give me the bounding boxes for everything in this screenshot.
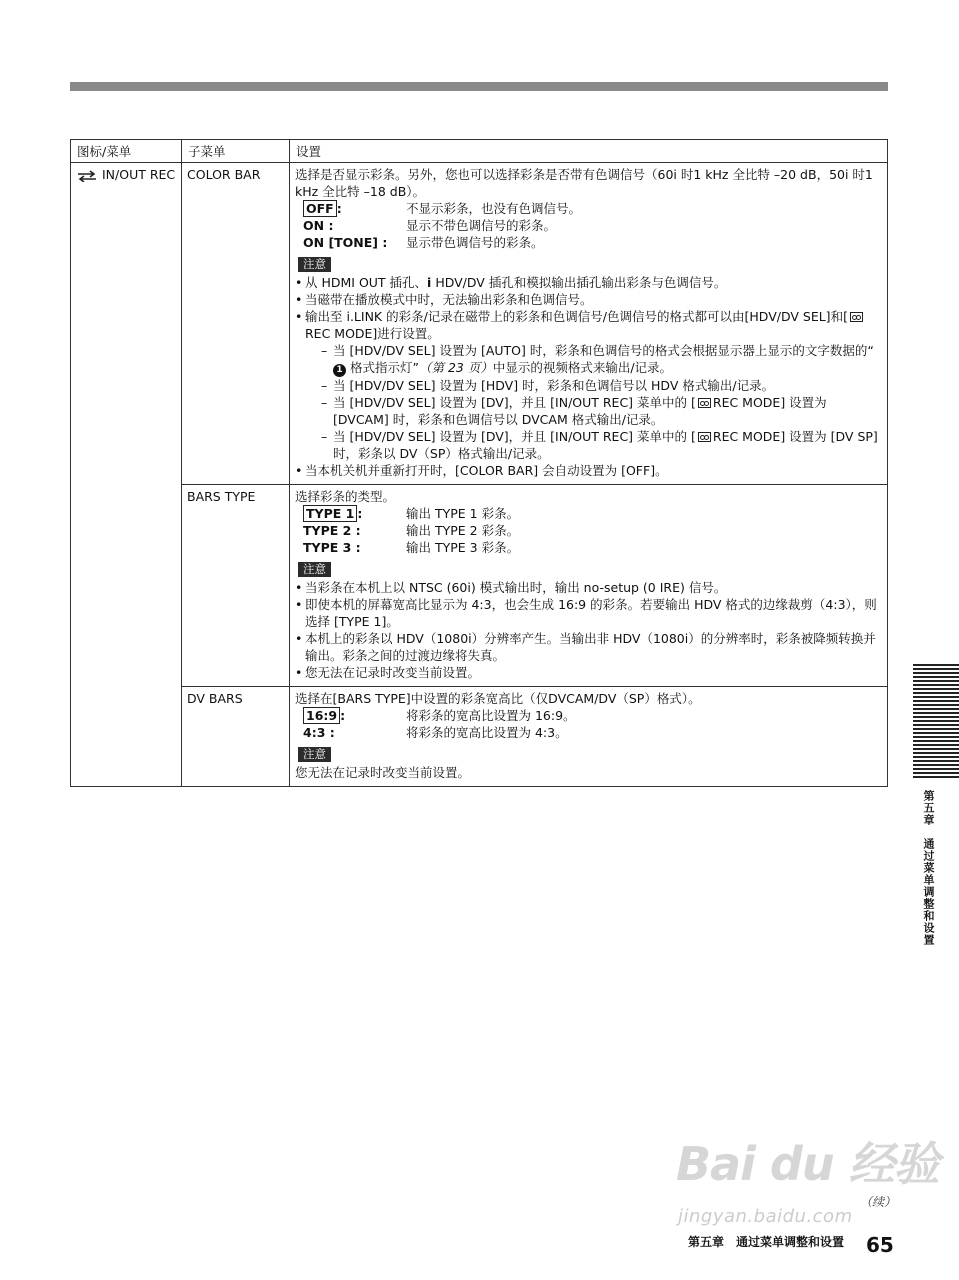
header-submenu: 子菜单 bbox=[182, 140, 290, 163]
option-row bbox=[295, 539, 883, 556]
list-item: • 即使本机的屏幕宽高比显示为 4:3，也会生成 16:9 的彩条。若要输出 HDV 格式的边缘裁剪（4:3），则选择 [TYPE 1]。 bbox=[295, 596, 883, 630]
top-rule bbox=[70, 82, 888, 91]
menu-cell-empty bbox=[71, 485, 182, 687]
settings-dv-bars bbox=[290, 687, 888, 787]
list-item: • 当彩条在本机上以 NTSC (60i) 模式输出时，输出 no-setup (0 IRE) 信号。 bbox=[295, 579, 883, 596]
dv-bars-desc: 选择在[BARS TYPE]中设置的彩条宽高比（仅DVCAM/DV（SP）格式）。 bbox=[295, 691, 701, 706]
option-text: 将彩条的宽高比设置为 16:9。 bbox=[406, 708, 576, 723]
option-text: 输出 TYPE 2 彩条。 bbox=[406, 523, 520, 538]
option-key: ON : bbox=[303, 218, 334, 233]
table-header-row bbox=[71, 140, 888, 163]
menu-cell-empty bbox=[71, 687, 182, 787]
watermark-logo: Bai du 经验 bbox=[676, 1137, 939, 1191]
menu-name: IN/OUT REC bbox=[102, 167, 176, 182]
number-badge: 1 bbox=[333, 364, 346, 377]
menu-settings-table bbox=[70, 139, 888, 787]
note-label: 注意 bbox=[298, 747, 331, 762]
note-label: 注意 bbox=[298, 562, 331, 577]
chapter-side-label: 第五章 通过菜单调整和设置 bbox=[922, 790, 935, 946]
in-out-arrows-icon bbox=[76, 169, 98, 186]
list-item: – 当 [HDV/DV SEL] 设置为 [AUTO] 时，彩条和色调信号的格式会根据显示器上显示的文字数据的“1 格式指示灯”（第 23 页）中显示的视频格式来输出/记录。 bbox=[321, 342, 883, 377]
i-link-icon: ⅰ bbox=[427, 275, 432, 290]
option-key: OFF : bbox=[295, 200, 406, 217]
list-item: – 当 [HDV/DV SEL] 设置为 [DV]，并且 [IN/OUT REC] 菜单中的 [ REC MODE] 设置为 [DV SP] 时，彩条以 DV（SP）格式输出/记录。 bbox=[321, 428, 883, 462]
settings-bars-type bbox=[290, 485, 888, 687]
option-text: 显示不带色调信号的彩条。 bbox=[406, 218, 557, 233]
dv-bars-note: 您无法在记录时改变当前设置。 bbox=[295, 765, 471, 780]
list-item: • 您无法在记录时改变当前设置。 bbox=[295, 664, 883, 681]
option-row bbox=[295, 522, 883, 539]
list-item: • 当本机关机并重新打开时，[COLOR BAR] 会自动设置为 [OFF]。 bbox=[295, 462, 883, 479]
option-key: TYPE 3 : bbox=[303, 540, 361, 555]
submenu-color-bar: COLOR BAR bbox=[182, 163, 290, 485]
tape-icon bbox=[850, 312, 863, 322]
list-item: – 当 [HDV/DV SEL] 设置为 [DV]，并且 [IN/OUT REC] 菜单中的 [ REC MODE] 设置为 [DVCAM] 时，彩条和色调信号以 DVCAM 格式输出/记录。 bbox=[321, 394, 883, 428]
submenu-bars-type: BARS TYPE bbox=[182, 485, 290, 687]
note-label: 注意 bbox=[298, 257, 331, 272]
option-text: 将彩条的宽高比设置为 4:3。 bbox=[406, 725, 568, 740]
option-text: 不显示彩条，也没有色调信号。 bbox=[406, 201, 582, 216]
list-item: – 当 [HDV/DV SEL] 设置为 [HDV] 时，彩条和色调信号以 HDV 格式输出/记录。 bbox=[321, 377, 883, 394]
footer-chapter: 第五章 bbox=[688, 1235, 725, 1249]
settings-color-bar bbox=[290, 163, 888, 485]
list-item: • 从 HDMI OUT 插孔、ⅰ HDV/DV 插孔和模拟输出插孔输出彩条与色调信号。 bbox=[295, 274, 883, 291]
submenu-dv-bars: DV BARS bbox=[182, 687, 290, 787]
header-icon-menu: 图标/菜单 bbox=[71, 140, 182, 163]
page-number: 65 bbox=[866, 1233, 894, 1257]
header-settings: 设置 bbox=[290, 140, 888, 163]
table-row-dv-bars bbox=[71, 687, 888, 787]
footer-title: 通过菜单调整和设置 bbox=[736, 1235, 845, 1249]
list-item: • 当磁带在播放模式中时，无法输出彩条和色调信号。 bbox=[295, 291, 883, 308]
tape-icon bbox=[698, 432, 711, 442]
table-row-bars-type bbox=[71, 485, 888, 687]
option-row bbox=[295, 505, 883, 522]
option-row bbox=[295, 200, 883, 217]
tape-icon bbox=[698, 398, 711, 408]
bars-type-desc: 选择彩条的类型。 bbox=[295, 489, 396, 504]
watermark-url: jingyan.baidu.com bbox=[678, 1206, 853, 1227]
option-row bbox=[295, 707, 883, 724]
option-key: TYPE 1 : bbox=[295, 505, 406, 522]
sub-list bbox=[305, 342, 883, 462]
option-key: ON [TONE] : bbox=[303, 235, 388, 250]
option-row bbox=[295, 217, 883, 234]
option-key: 4:3 : bbox=[303, 725, 335, 740]
table-row-color-bar bbox=[71, 163, 888, 485]
chapter-side-tab bbox=[913, 664, 959, 780]
menu-cell bbox=[71, 163, 182, 485]
option-key: 16:9 : bbox=[295, 707, 406, 724]
continued-label: （续） bbox=[860, 1195, 897, 1209]
option-text: 输出 TYPE 3 彩条。 bbox=[406, 540, 520, 555]
option-text: 显示带色调信号的彩条。 bbox=[406, 235, 544, 250]
option-key: TYPE 2 : bbox=[303, 523, 361, 538]
option-text: 输出 TYPE 1 彩条。 bbox=[406, 506, 520, 521]
option-row bbox=[295, 234, 883, 251]
option-row bbox=[295, 724, 883, 741]
page-footer bbox=[688, 1233, 856, 1250]
note-list bbox=[295, 579, 883, 681]
color-bar-desc: 选择是否显示彩条。另外，您也可以选择彩条是否带有色调信号（60i 时1 kHz 全比特 –20 dB，50i 时1 kHz 全比特 –18 dB）。 bbox=[295, 167, 873, 199]
list-item: • 输出至 i.LINK 的彩条/记录在磁带上的彩条和色调信号/色调信号的格式都可以由[HDV/DV SEL]和[REC MODE]进行设置。 – 当 [HDV/DV SEL] 设置为 [AUTO] 时，彩条和色调信号的格式会根据显示器上显示的文字数据的“1 格式指示灯”（第 23 页）中显示的视频格式来输出/记录。 – 当 [HDV/DV SEL] 设置为 [HDV] 时，彩条和色调信号以 HDV 格式输出/记录。 – 当 [HDV/DV SEL] 设置为 [DV]，并且 [IN/OUT REC] 菜单中的 [ REC MODE] 设置为 [DVCAM] 时，彩条和色调信号以 DVCAM 格式输出/记录。 – 当 [HDV/DV SEL] 设置为 [DV]，并且 [IN/OUT REC] 菜单中的 [ REC MODE] 设置为 [DV SP] 时，彩条以 DV（SP）格式输出/记录。 bbox=[295, 308, 883, 462]
list-item: • 本机上的彩条以 HDV（1080i）分辨率产生。当输出非 HDV（1080i）的分辨率时，彩条被降频转换并输出。彩条之间的过渡边缘将失真。 bbox=[295, 630, 883, 664]
note-list bbox=[295, 274, 883, 479]
